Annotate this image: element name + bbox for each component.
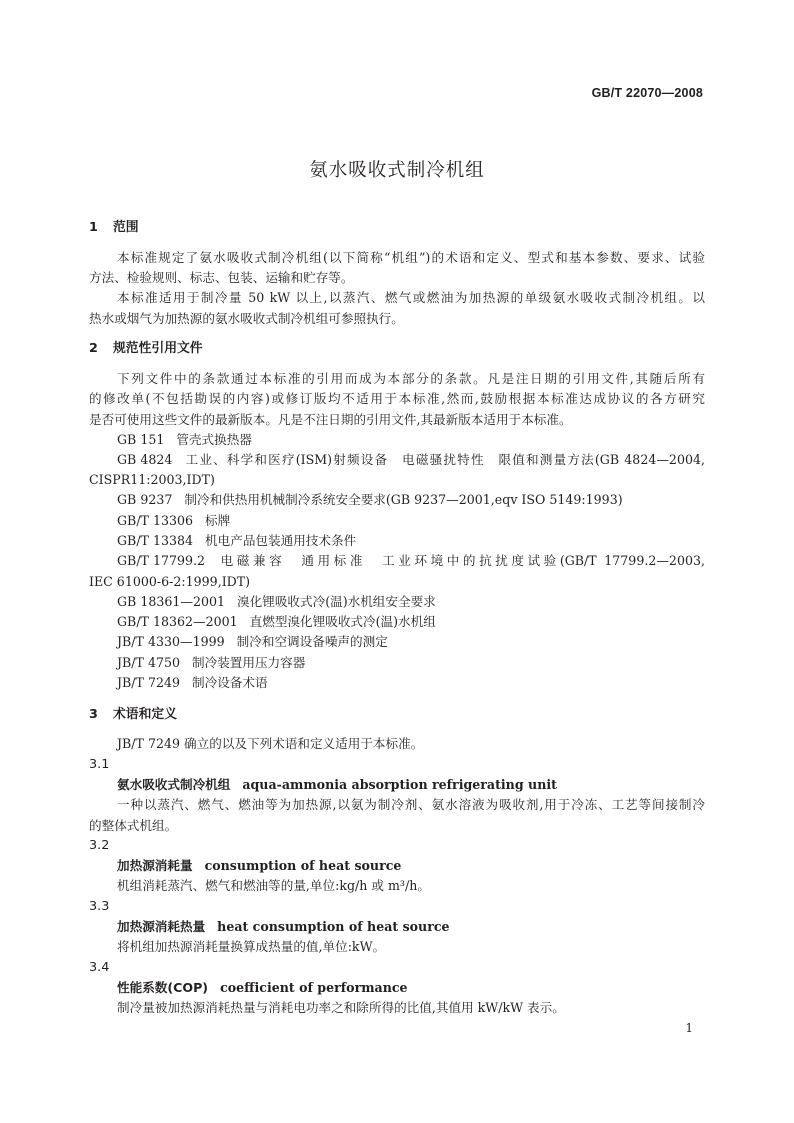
reference-item <box>117 596 436 609</box>
term-entry <box>117 779 557 792</box>
reference-title: 制冷和供热用机械制冷系统安全要求(GB 9237—2001,eqv ISO 5149:1993) <box>184 492 623 507</box>
subclause-number: 3.3 <box>89 899 110 914</box>
term-entry <box>117 921 450 934</box>
subclause-number: 3.2 <box>89 838 110 853</box>
reference-title: 管壳式换热器 <box>176 432 252 447</box>
term-entry <box>117 982 408 995</box>
term-definition: 将机组加热源消耗量换算成热量的值,单位:kW。 <box>117 939 386 954</box>
term-definition: 制冷量被加热源消耗热量与消耗电功率之和除所得的比值,其值用 kW/kW 表示。 <box>117 1000 565 1015</box>
reference-item <box>117 515 230 528</box>
term-chinese: 性能系数(COP) <box>117 980 209 995</box>
term-chinese: 氨水吸收式制冷机组 <box>117 777 231 792</box>
reference-item <box>117 434 252 447</box>
term-definition: 一种以蒸汽、燃气、燃油等为加热源,以氨为制冷剂、氨水溶液为吸收剂,用于冷冻、工艺等间接制冷 <box>117 797 705 812</box>
reference-item <box>117 657 305 670</box>
term-english: heat consumption of heat source <box>217 919 450 934</box>
section-number: 2 <box>89 341 98 356</box>
reference-code: GB 4824 <box>117 452 173 467</box>
reference-continuation: IEC 61000-6-2:1999,IDT) <box>89 574 251 589</box>
section-number: 1 <box>89 220 98 235</box>
term-english: coefficient of performance <box>220 980 408 995</box>
paragraph-line: 方法、检验规则、标志、包装、运输和贮存等。 <box>89 270 354 285</box>
term-english: consumption of heat source <box>204 858 402 873</box>
term-chinese: 加热源消耗热量 <box>117 919 206 934</box>
reference-item <box>117 555 705 568</box>
paragraph-line: 下列文件中的条款通过本标准的引用而成为本部分的条款。凡是注日期的引用文件,其随后所有 <box>117 371 705 386</box>
reference-code: GB 18361—2001 <box>117 594 226 609</box>
reference-title: 制冷设备术语 <box>192 675 268 690</box>
reference-item <box>117 494 623 507</box>
section-1-heading <box>89 222 139 235</box>
reference-item <box>117 616 436 629</box>
reference-item <box>117 677 268 690</box>
reference-code: GB/T 17799.2 <box>117 553 206 568</box>
reference-code: JB/T 4330—1999 <box>117 634 225 649</box>
section-3-heading <box>89 709 177 722</box>
reference-code: JB/T 4750 <box>117 655 180 670</box>
subclause-number: 3.4 <box>89 960 110 975</box>
standard-code: GB/T 22070—2008 <box>591 86 703 100</box>
paragraph-line: JB/T 7249 确立的以及下列术语和定义适用于本标准。 <box>117 736 424 751</box>
reference-code: JB/T 7249 <box>117 675 180 690</box>
reference-title: 制冷装置用压力容器 <box>192 655 306 670</box>
reference-code: GB/T 13384 <box>117 533 194 548</box>
reference-title: 电磁兼容 通用标准 工业环境中的抗扰度试验(GB/T 17799.2—2003, <box>217 553 705 568</box>
document-title: 氨水吸收式制冷机组 <box>309 160 485 181</box>
reference-item <box>117 454 705 467</box>
reference-title: 制冷和空调设备噪声的测定 <box>236 634 388 649</box>
reference-item <box>117 636 388 649</box>
section-2-heading <box>89 343 203 356</box>
page-number: 1 <box>685 1021 693 1035</box>
reference-title: 溴化锂吸收式冷(温)水机组安全要求 <box>237 594 436 609</box>
term-chinese: 加热源消耗量 <box>117 858 193 873</box>
paragraph-line: 本标准规定了氨水吸收式制冷机组(以下简称“机组”)的术语和定义、型式和基本参数、要求、试验 <box>117 250 705 265</box>
term-definition: 的整体式机组。 <box>89 818 178 833</box>
paragraph-line: 本标准适用于制冷量 50 kW 以上,以蒸汽、燃气或燃油为加热源的单级氨水吸收式制冷机组。以 <box>117 290 705 305</box>
term-definition: 机组消耗蒸汽、燃气和燃油等的量,单位:kg/h 或 m³/h。 <box>117 878 430 893</box>
paragraph-line: 热水或烟气为加热源的氨水吸收式制冷机组可参照执行。 <box>89 311 404 326</box>
reference-code: GB/T 18362—2001 <box>117 614 238 629</box>
section-title: 范围 <box>113 220 139 235</box>
paragraph-line: 的修改单(不包括勘误的内容)或修订版均不适用于本标准,然而,鼓励根据本标准达成协议的各方研究 <box>89 391 705 406</box>
term-english: aqua-ammonia absorption refrigerating unit <box>242 777 557 792</box>
reference-title: 标牌 <box>205 513 231 528</box>
reference-code: GB 151 <box>117 432 165 447</box>
section-title: 规范性引用文件 <box>113 341 203 356</box>
reference-item <box>117 535 356 548</box>
reference-title: 工业、科学和医疗(ISM)射频设备 电磁骚扰特性 限值和测量方法(GB 4824—2004, <box>184 452 705 467</box>
reference-continuation: CISPR11:2003,IDT) <box>89 472 215 487</box>
reference-title: 机电产品包装通用技术条件 <box>205 533 357 548</box>
section-number: 3 <box>89 707 98 722</box>
reference-code: GB/T 13306 <box>117 513 194 528</box>
paragraph-line: 是否可使用这些文件的最新版本。凡是不注日期的引用文件,其最新版本适用于本标准。 <box>89 412 572 427</box>
subclause-number: 3.1 <box>89 757 110 772</box>
reference-code: GB 9237 <box>117 492 173 507</box>
term-entry <box>117 860 401 873</box>
section-title: 术语和定义 <box>113 707 177 722</box>
reference-title: 直燃型溴化锂吸收式冷(温)水机组 <box>249 614 436 629</box>
